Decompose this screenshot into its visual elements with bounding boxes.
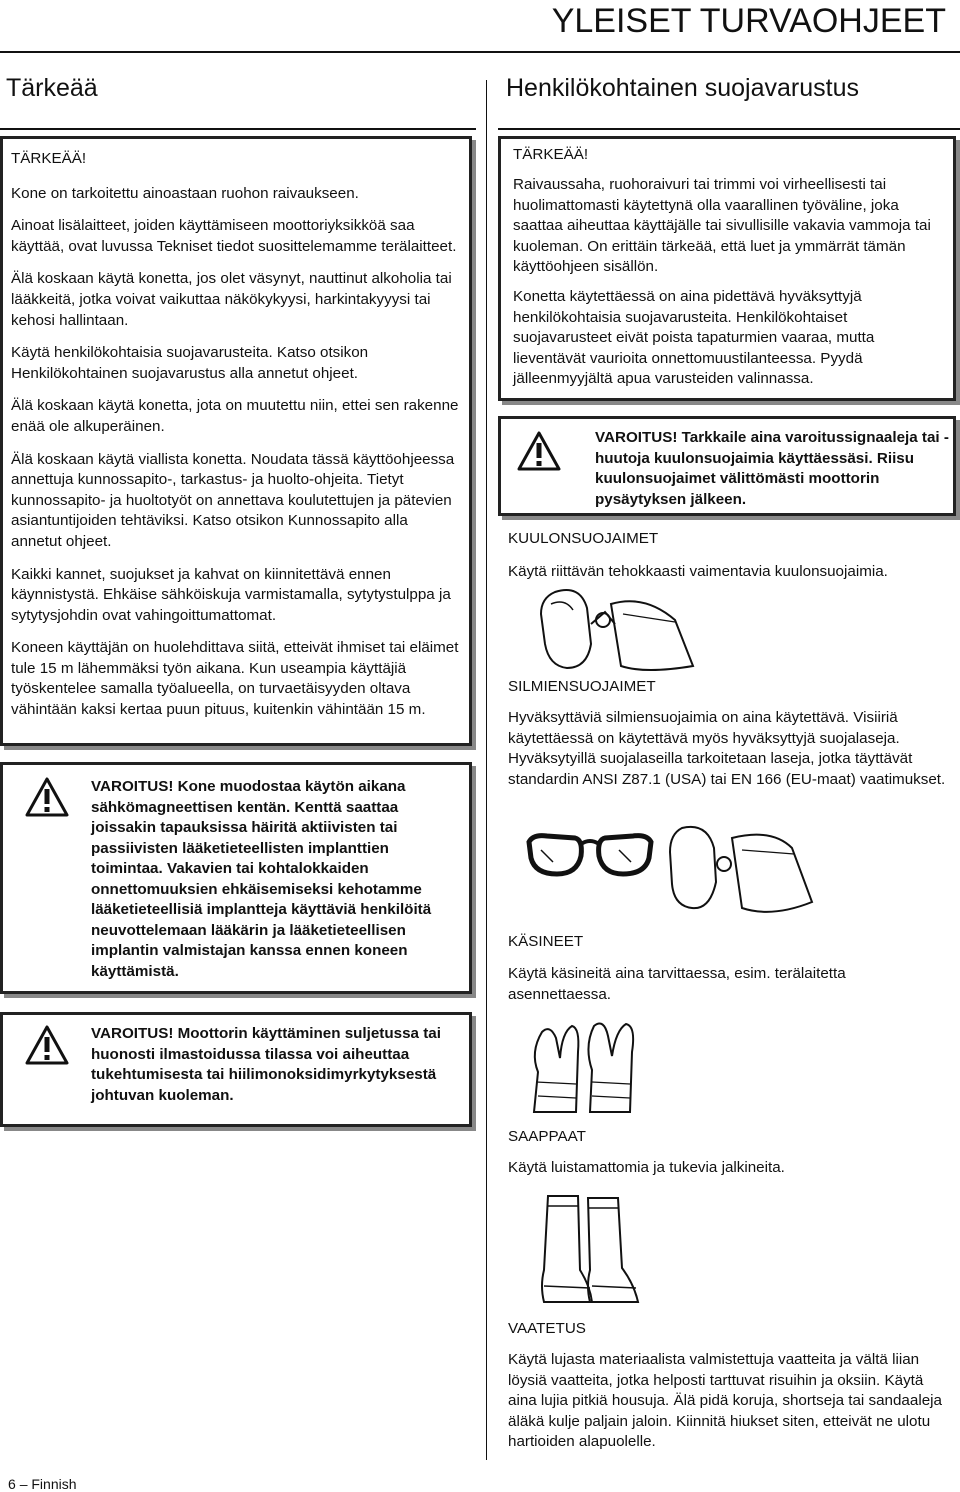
warning-text: VAROITUS! Tarkkaile aina varoitussignaaleja tai -huutoja kuulonsuojaimia käyttäessäsi. Riisu kuulonsuojaimet välittömästi moottorin pysäytyksen jälkeen.	[595, 429, 949, 508]
right-section-title: Henkilökohtainen suojavarustus	[506, 74, 859, 102]
warning-text: VAROITUS! Moottorin käyttäminen suljetussa tai huonosti ilmastoidussa tilassa voi aiheuttaa tukehtumisesta tai hiilimonoksidimyrkytyksestä johtuvan kuoleman.	[91, 1025, 441, 1104]
warning-box-co	[0, 1012, 472, 1127]
important-paragraph: Koneen käyttäjän on huolehdittava siitä, etteivät ihmiset tai eläimet tule 15 m lähemmäksi työn aikana. Kun useampia käyttäjiä työskentelee samalla työalueella, on turvaetäisyyden oltava vähintään kaksi kertaa puun pituus, kuitenkin vähintään 15 m.	[11, 639, 459, 719]
ear-protector-icon	[525, 584, 705, 674]
important-paragraph: Ainoat lisälaitteet, joiden käyttämiseen moottoriyksikköä saa käyttää, ovat luvussa Tekniset tiedot suosittelemamme terälaitteet.	[11, 217, 457, 255]
boots-icon	[530, 1190, 650, 1310]
visor-helmet-icon	[662, 818, 822, 918]
intro-paragraph: Raivaussaha, ruohoraivuri tai trimmi voi virheellisesti tai huolimattomasti käytettynä olla vaarallinen työväline, joka saattaa aiheuttaa käyttäjälle tai sivullisille vakavia vammoja tai kuoleman. On erittäin tärkeää, että luet ja ymmärrät tämän käyttöohjeen sisällön.	[513, 176, 931, 276]
intro-paragraph: Konetta käytettäessä on aina pidettävä hyväksyttyjä henkilökohtaisia suojavarusteita. Henkilökohtaiset suojavarusteet eivät poista tapaturmien vaaraa, mutta lieventävät vaurioita onnettomuustilanteessa. Pyydä jälleenmyyjältä apua varusteiden valinnassa.	[513, 288, 875, 388]
left-section-title: Tärkeää	[6, 74, 98, 102]
important-paragraph: Kaikki kannet, suojukset ja kahvat on kiinnitettävä ennen käynnistystä. Ehkäise sähköiskuja varmistamalla, sytytystulppa ja sytytysjohdin ovat vahingoittumattomat.	[11, 565, 451, 624]
warning-triangle-icon	[517, 431, 561, 471]
hearing-title: KUULONSUOJAIMET	[508, 530, 659, 547]
clothing-text: Käytä lujasta materiaalista valmistettuja vaatteita ja vältä liian löysiä vaatteita, jotka helposti tarttuvat risuihin ja oksiin. Käytä aina lujia pitkiä housuja. Älä pidä koruja, shortseja tai sandaaleja äläkä kulje paljain jaloin. Kiinnitä hiukset siten, etteivät ne ulotu hartioiden alapuolelle.	[508, 1351, 942, 1451]
warning-text: VAROITUS! Kone muodostaa käytön aikana sähkömagneettisen kentän. Kenttä saattaa joissakin tapauksissa häiritä aktiivisten tai passiivisten lääketieteellisten implanttien toimintaa. Vakavien tai kohtalokkaiden onnettomuuksien ehkäisemiseksi kehotamme lääketieteellisiä implantteja käyttäviä henkilöitä neuvottelemaan lääkärin ja lääketieteellisen implantin valmistajan kanssa ennen koneen käyttämistä.	[91, 778, 432, 980]
important-paragraph: Kone on tarkoitettu ainoastaan ruohon raivaukseen.	[11, 184, 359, 202]
clothing-title: VAATETUS	[508, 1320, 586, 1337]
important-box-right	[498, 136, 956, 401]
important-heading: TÄRKEÄÄ!	[513, 146, 589, 163]
safety-glasses-icon	[525, 826, 655, 884]
eyes-title: SILMIENSUOJAIMET	[508, 678, 656, 695]
warning-triangle-icon	[25, 1025, 69, 1065]
page-title: YLEISET TURVAOHJEET	[551, 2, 946, 40]
page-footer	[8, 1476, 77, 1492]
important-paragraph: Älä koskaan käytä konetta, jos olet väsynyt, nauttinut alkoholia tai lääkkeitä, jotka voivat vaikuttaa näkökykyysi, harkintakyyysi tai kehosi hallintaan.	[11, 270, 452, 329]
important-paragraph: Älä koskaan käytä konetta, jota on muutettu niin, ettei sen rakenne enää ole alkuperäinen.	[11, 397, 459, 435]
column-divider	[486, 80, 487, 1460]
title-rule	[0, 51, 960, 53]
important-paragraph: Käytä henkilökohtaisia suojavarusteita. Katso otsikon Henkilökohtainen suojavarustus alla annetut ohjeet.	[11, 344, 369, 382]
warning-box-hearing	[498, 416, 956, 516]
important-paragraph: Älä koskaan käytä viallista konetta. Noudata tässä käyttöohjeessa annettuja kunnossapito-, tarkastus- ja huolto-ohjeita. Tietyt kunnossapito- ja huoltotyöt on annettava koulutettujen ja pätevien asiantuntijoiden tehtäviksi. Katso otsikon Kunnossapito alla annetut ohjeet.	[11, 450, 455, 550]
gloves-icon	[520, 1012, 650, 1117]
eyes-text: Hyväksyttäviä silmiensuojaimia on aina käytettävä. Visiiriä käytettäessä on käytettävä myös hyväksyttyjä suojalaseja. Hyväksytyillä suojalaseilla tarkoitetaan laseja, jotka täyttävät standardin ANSI Z87.1 (USA) tai EN 166 (EU-maat) vaatimukset.	[508, 709, 946, 788]
boots-title: SAAPPAAT	[508, 1128, 586, 1145]
footer-dash: –	[19, 1476, 28, 1492]
warning-triangle-icon	[25, 777, 69, 817]
page-number: 6	[8, 1476, 16, 1492]
gloves-text: Käytä käsineitä aina tarvittaessa, esim. terälaitetta asennettaessa.	[508, 965, 846, 1003]
warning-box-emf	[0, 762, 472, 994]
hearing-text: Käytä riittävän tehokkaasti vaimentavia kuulonsuojaimia.	[508, 563, 888, 580]
boots-text: Käytä luistamattomia ja tukevia jalkineita.	[508, 1159, 785, 1176]
gloves-title: KÄSINEET	[508, 933, 584, 950]
important-box	[0, 136, 472, 746]
right-section-rule	[498, 128, 960, 130]
important-heading: TÄRKEÄÄ!	[11, 150, 87, 167]
left-section-rule	[0, 128, 476, 130]
footer-language: Finnish	[31, 1476, 77, 1492]
